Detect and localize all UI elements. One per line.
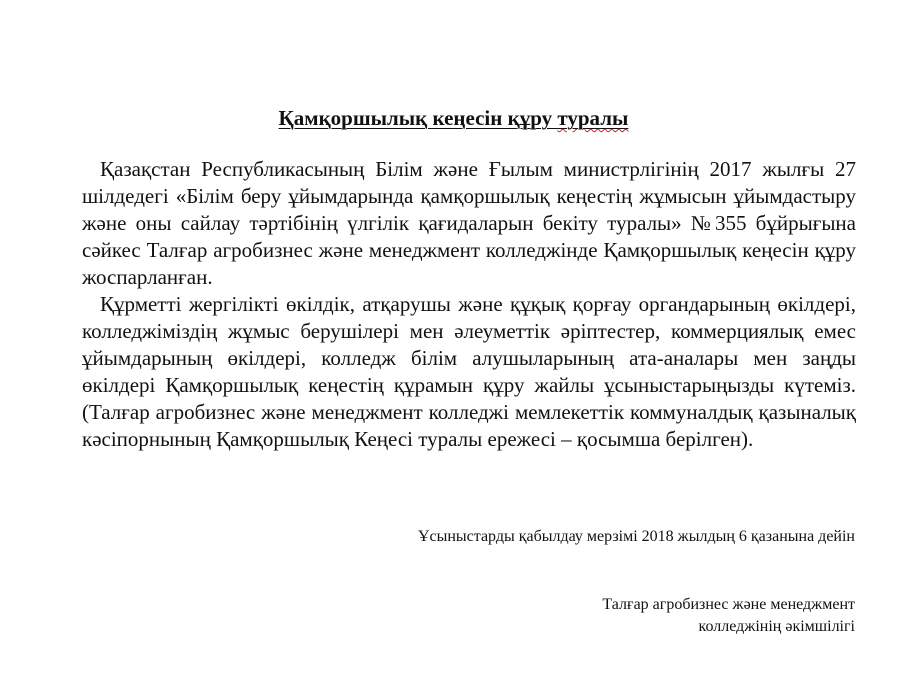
signature-line-1: Талғар агробизнес және менеджмент bbox=[602, 596, 855, 613]
document-body bbox=[82, 156, 856, 453]
paragraph-invitation: Құрметті жергілікті өкілдік, атқарушы және құқық қорғау органдарының өкілдері, колледжіміздің жұмыс берушілері мен әлеуметтік әріптестер, коммерциялық емес ұйымдарының өкілдері, колледж білім алушыларының ата-аналары мен заңды өкілдері Қамқоршылық кеңестің құрамын құру жайлы ұсыныстарыңызды күтеміз. (Талғар агробизнес және менеджмент колледжі мемлекеттік коммуналдық қазыналық кәсіпорнының Қамқоршылық Кеңесі туралы ережесі – қосымша берілген). bbox=[82, 292, 856, 451]
signature-block bbox=[602, 594, 855, 638]
submission-deadline: Ұсыныстарды қабылдау мерзімі 2018 жылдың 6 қазанына дейін bbox=[417, 528, 855, 545]
title-main-text: Қамқоршылық кеңесін құру bbox=[278, 106, 558, 130]
title-spellcheck-word: туралы bbox=[557, 106, 629, 130]
signature-line-2: колледжінің әкімшілігі bbox=[698, 618, 855, 635]
paragraph-intro: Қазақстан Республикасының Білім және Ғылым министрлігінің 2017 жылғы 27 шілдедегі «Білім беру ұйымдарында қамқоршылық кеңестің жұмысын ұйымдастыру және оны сайлау тәртібінің үлгілік қағидаларын бекіту туралы» №355 бұйрығына сәйкес Талғар агробизнес және менеджмент колледжінде Қамқоршылық кеңесін құру жоспарланған. bbox=[82, 157, 856, 289]
document-title bbox=[0, 106, 907, 131]
